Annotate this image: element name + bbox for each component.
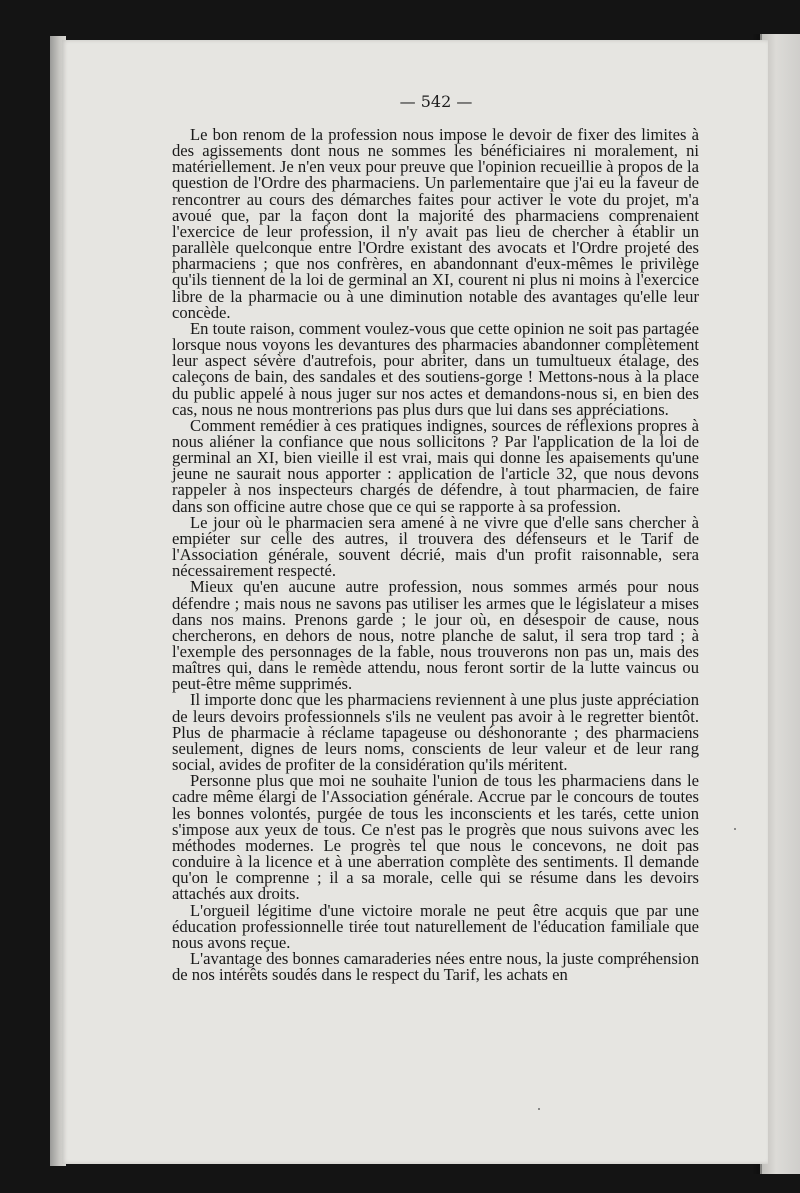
paragraph-3: Comment remédier à ces pratiques indignes, sources de réflexions propres à nous aliéner la confiance que nous sollicitons ? Par l'application de la loi de germinal an XI, bien vieille il est vrai, mais qui donne les apaisements qu'une jeune ne saurait nous apporter : application de l'article 32, que nous devons rappeler à nos inspecteurs chargés de défendre, à tout pharmacien, de faire dans son officine autre chose que ce qui se rapporte à sa profession. [172,415,699,516]
paragraph-5: Mieux qu'en aucune autre profession, nous sommes armés pour nous défendre ; mais nous ne savons pas utiliser les armes que le législateur a mises dans nos mains. Prenons garde ; le jour où, en désespoir de cause, nous chercherons, en dehors de nous, notre planche de salut, il sera trop tard ; à l'exemple des personnages de la fable, nous trouverons non pas un, mais des maîtres qui, dans le remède attendu, nous feront sortir de la lutte vaincus ou peut-être même supprimés. [172,577,699,694]
paragraph-8: L'orgueil légitime d'une victoire morale ne peut être acquis que par une éducation professionnelle tirée tout naturellement de l'éducation familiale que nous avons reçue. [172,900,699,952]
paper-speck [734,828,736,830]
page-number: — 542 — [399,92,473,111]
paragraph-1: Le bon renom de la profession nous impose le devoir de fixer des limites à des agissements dont nous ne sommes les bénéficiaires ni moralement, ni matériellement. Je n'en veux pour preuve que l'opinion recueillie à propos de la question de l'Ordre des pharmaciens. Un parlementaire que j'ai eu la faveur de rencontrer au cours des démarches faites pour activer le vote du projet, m'a avoué que, par la façon dont la majorité des pharmaciens comprenaient l'exercice de leur profession, il n'y avait pas lieu de chercher à établir un parallèle quelconque entre l'Ordre existant des avocats et l'Ordre projeté des pharmaciens ; que nos confrères, en abandonnant d'eux-mêmes le privilège qu'ils tiennent de la loi de germinal an XI, courent ni plus ni moins à l'exercice libre de la pharmacie ou à une diminution notable des avantages qu'elle leur concède. [172,125,699,322]
paragraph-7: Personne plus que moi ne souhaite l'union de tous les pharmaciens dans le cadre même élargi de l'Association générale. Accrue par le concours de toutes les bonnes volontés, purgée de tous les inconscients et les tarés, cette union s'impose aux yeux de tous. Ce n'est pas le progrès que nous suivons avec les méthodes modernes. Le progrès tel que nous le concevons, ne doit pas conduire à la licence et à une aberration complète des sentiments. Il demande qu'on le comprenne ; il a sa morale, celle qui se résume dans les devoirs attachés aux droits. [172,771,699,904]
paragraph-4: Le jour où le pharmacien sera amené à ne vivre que d'elle sans chercher à empiéter sur celle des autres, il trouvera des défenseurs et le Tarif de l'Association générale, souvent décrié, mais d'un profit raisonnable, sera nécessairement respecté. [172,512,699,581]
body-text [172,127,699,983]
paragraph-6: Il importe donc que les pharmaciens reviennent à une plus juste appréciation de leurs devoirs professionnels s'ils ne veulent pas avoir à le regretter bientôt. Plus de pharmacie à réclame tapageuse ou déshonorante ; des pharmaciens seulement, dignes de leurs noms, conscients de leur valeur et de leur rang social, avides de profiter de la considération qu'ils méritent. [172,690,699,775]
paragraph-2: En toute raison, comment voulez-vous que cette opinion ne soit pas partagée lorsque nous voyons les devantures des pharmacies abandonner complètement leur aspect sévère d'autrefois, pour abriter, dans un tumultueux étalage, des caleçons de bain, des sandales et des soutiens-gorge ! Mettons-nous à la place du public appelé à nous juger sur nos actes et demandons-nous si, en bien des cas, nous ne nous montrerions pas plus durs que lui dans ses appréciations. [172,318,699,419]
paragraph-9: L'avantage des bonnes camaraderies nées entre nous, la juste compréhension de nos intérêts soudés dans le respect du Tarif, les achats en [172,948,699,985]
paper-speck [538,1108,540,1110]
